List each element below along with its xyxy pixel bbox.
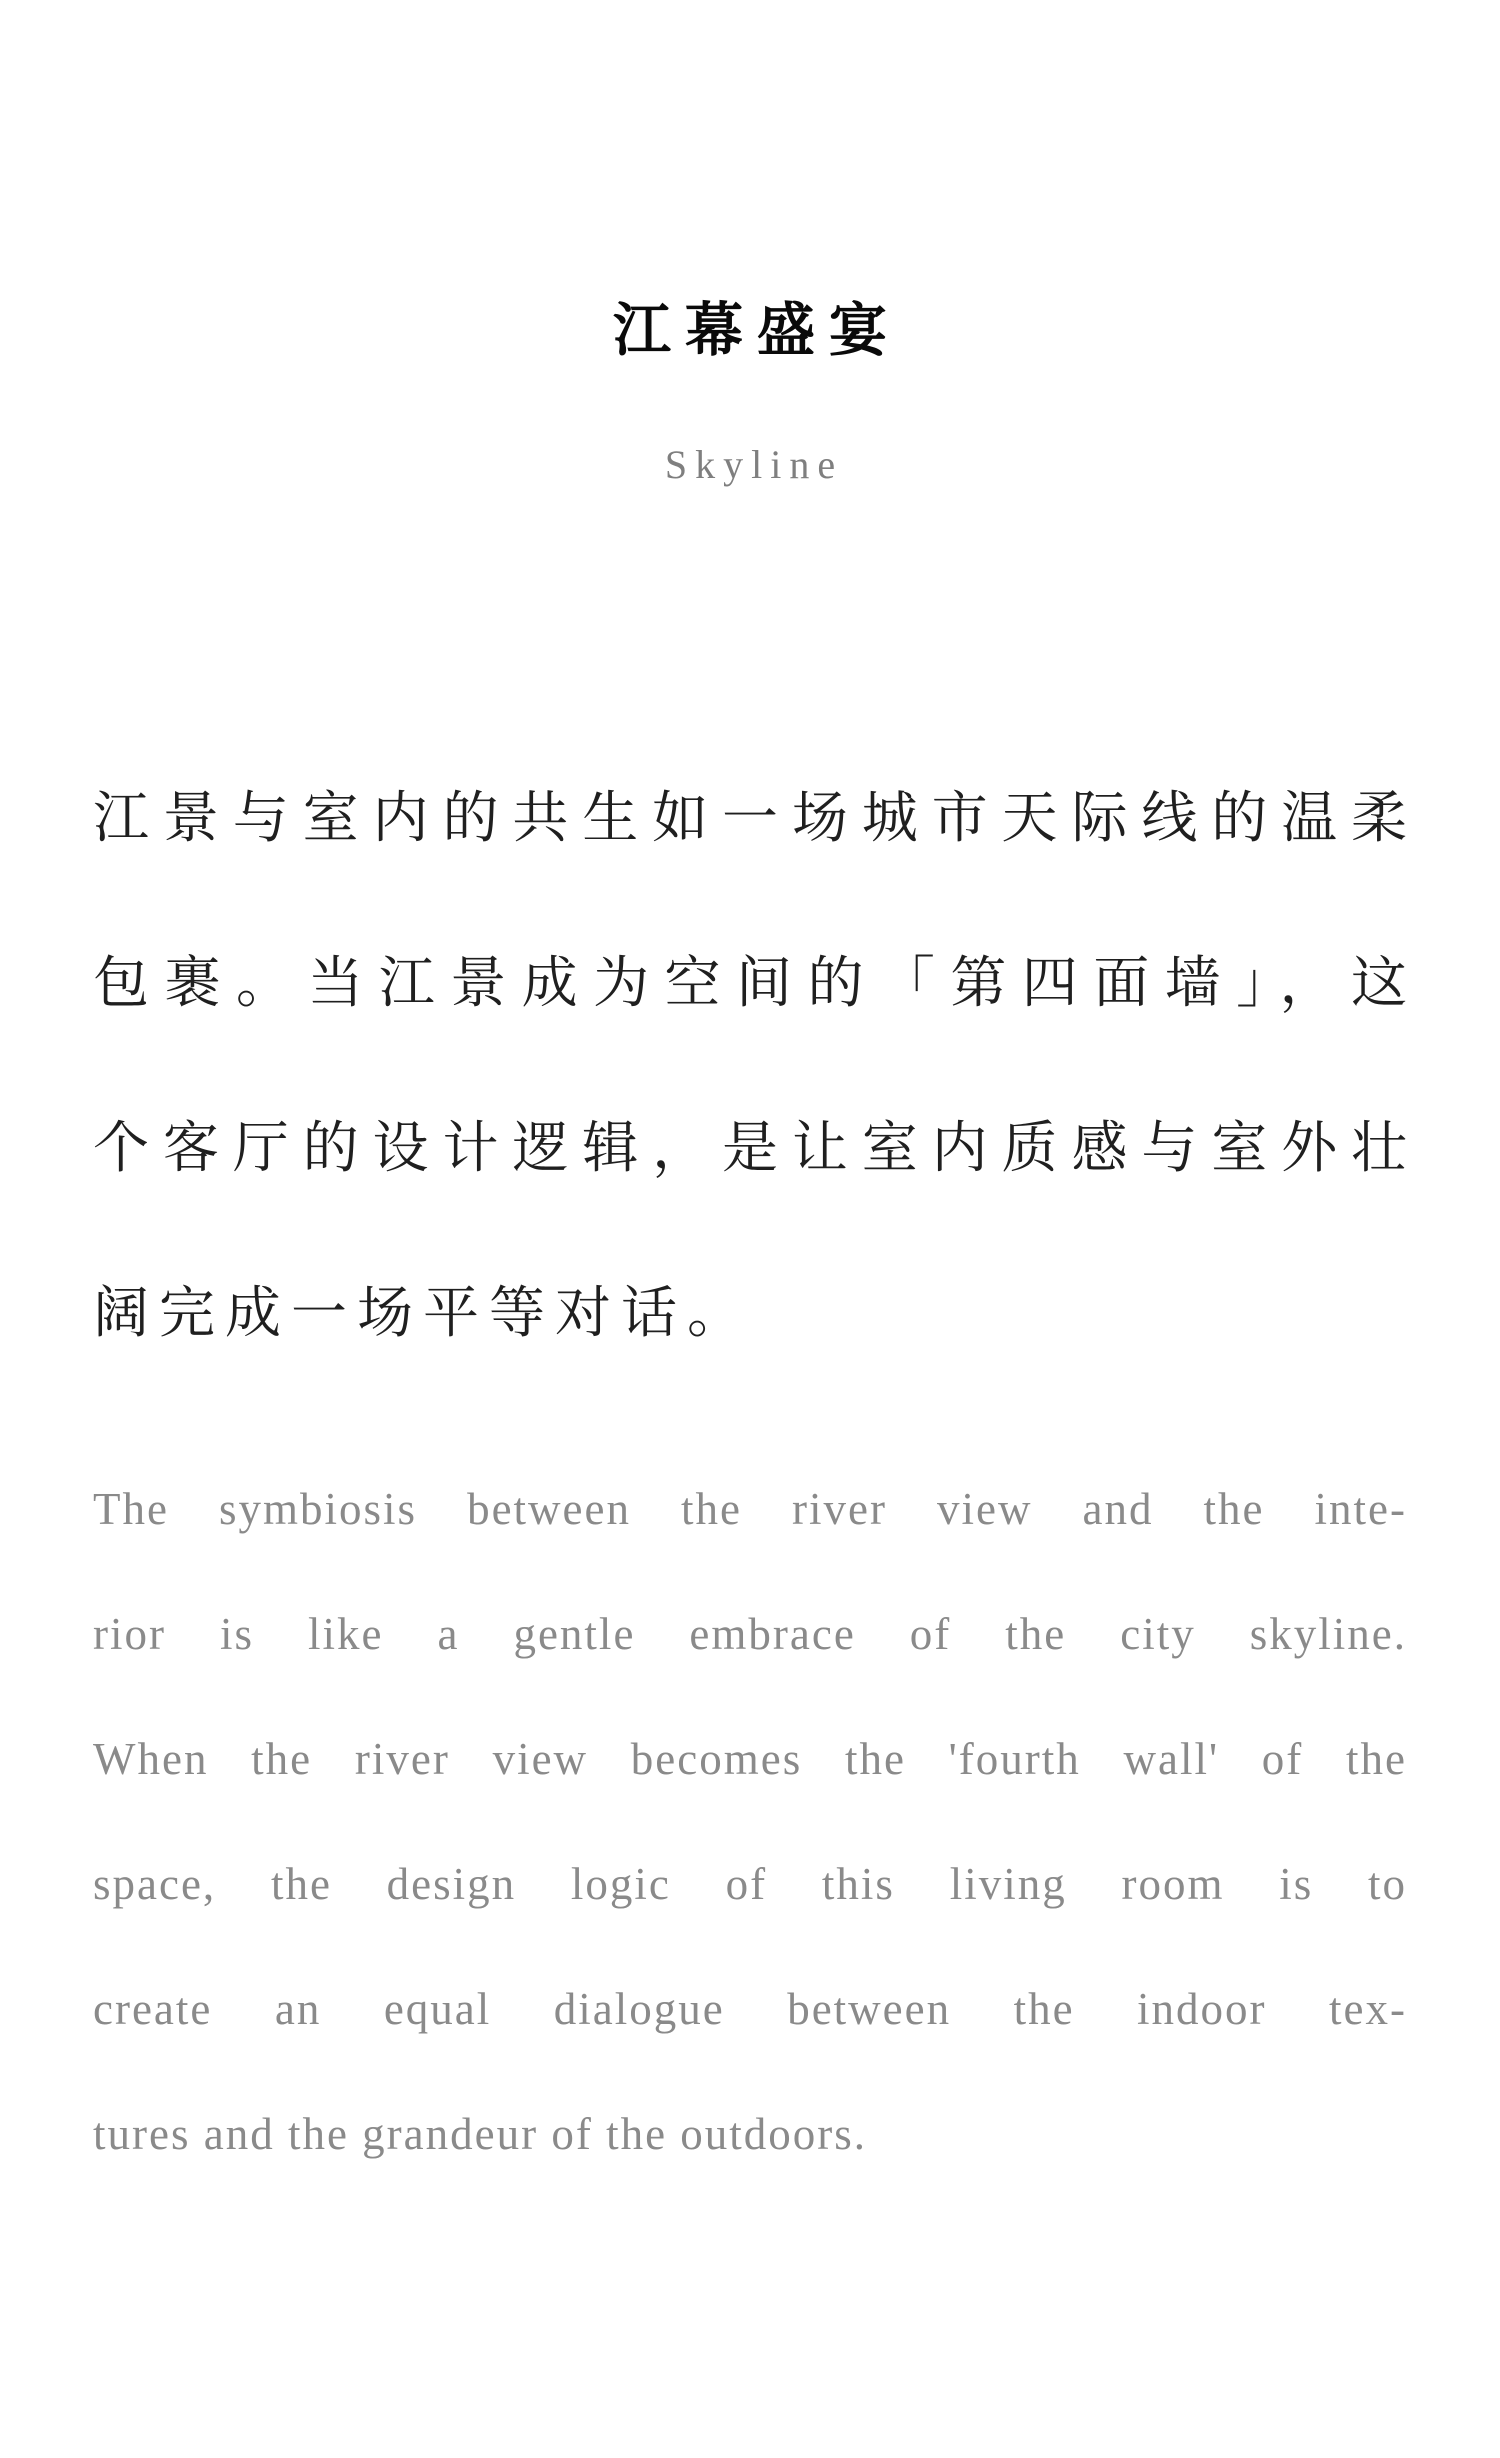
english-paragraph-line-6: tures and the grandeur of the outdoors. [93,2109,868,2159]
english-paragraph-line-2: rior is like a gentle embrace of the city skyline. [93,1609,1407,1659]
chinese-paragraph-line-3: 个客厅的设计逻辑，是让室内质感与室外壮 [93,1116,1407,1179]
english-paragraph-line-4: space, the design logic of this living room is to [93,1859,1407,1909]
chinese-paragraph-line-2: 包裹。当江景成为空间的「第四面墙」，这 [93,951,1407,1014]
english-paragraph-line-3: When the river view becomes the 'fourth wall' of the [93,1734,1407,1784]
chinese-paragraph-line-4: 阔完成一场平等对话。 [93,1281,753,1344]
chinese-paragraph-line-1: 江景与室内的共生如一场城市天际线的温柔 [93,786,1407,849]
page-subtitle: Skyline [664,442,844,487]
english-paragraph-line-5: create an equal dialogue between the indoor tex- [93,1984,1407,2034]
chinese-paragraph [93,786,1407,1344]
english-paragraph [93,1481,1407,2162]
page-title: 江幕盛宴 [612,298,901,363]
english-paragraph-line-1: The symbiosis between the river view and the inte- [93,1484,1407,1534]
